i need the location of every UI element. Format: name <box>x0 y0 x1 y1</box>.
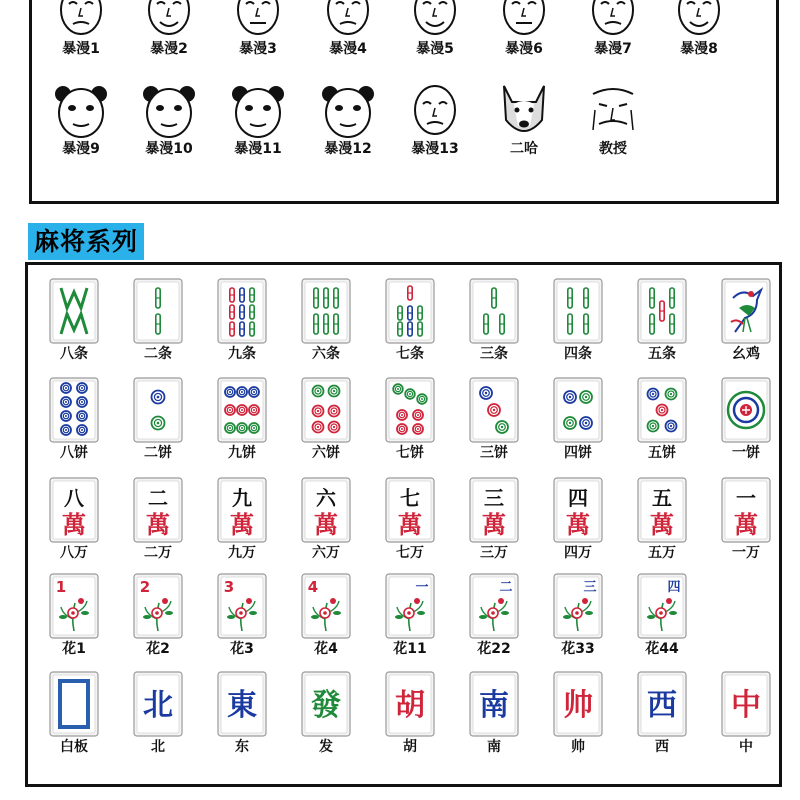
tile-label: 花3 <box>230 641 254 657</box>
tile-label: 九万 <box>228 545 256 561</box>
tile-label: 七条 <box>396 346 424 362</box>
face-label: 暴漫9 <box>62 141 100 157</box>
face-label: 暴漫7 <box>594 41 632 57</box>
mahjong-tile-item[interactable] <box>116 671 200 756</box>
mahjong-tile-item[interactable] <box>452 377 536 462</box>
svg-text:萬: 萬 <box>62 511 86 539</box>
svg-text:六: 六 <box>316 486 336 510</box>
honor-tile-icon <box>637 671 687 737</box>
bamboo-tile-icon <box>301 278 351 344</box>
honor-tile-icon <box>301 671 351 737</box>
flower-tile-icon <box>385 573 435 639</box>
honor-tile-icon <box>469 671 519 737</box>
face-sticker-item[interactable] <box>395 0 475 58</box>
tile-label: 花44 <box>645 641 679 657</box>
face-label: 暴漫3 <box>239 41 277 57</box>
svg-text:一: 一 <box>736 486 756 510</box>
circle-tile-icon <box>133 377 183 443</box>
tile-label: 花1 <box>62 641 86 657</box>
tile-label: 花4 <box>314 641 338 657</box>
tile-label: 九条 <box>228 346 256 362</box>
tile-label: 四万 <box>564 545 592 561</box>
mahjong-tile-item[interactable] <box>368 477 452 562</box>
svg-text:3: 3 <box>223 578 235 596</box>
bamboo-tile-icon <box>637 278 687 344</box>
honor-tile-icon <box>385 671 435 737</box>
meme-face-icon <box>407 80 463 140</box>
face-label: 暴漫4 <box>329 41 367 57</box>
honor-tile-icon <box>217 671 267 737</box>
mahjong-tile-item[interactable] <box>116 477 200 562</box>
circle-tile-icon <box>301 377 351 443</box>
tile-label: 七饼 <box>396 445 424 461</box>
svg-text:萬: 萬 <box>566 511 590 539</box>
face-label: 暴漫12 <box>324 141 372 157</box>
meme-face-icon <box>585 0 641 40</box>
bamboo-tile-icon <box>49 278 99 344</box>
mahjong-tile-item[interactable] <box>116 377 200 462</box>
face-sticker-item[interactable] <box>395 80 475 158</box>
svg-text:萬: 萬 <box>734 511 758 539</box>
svg-text:西: 西 <box>647 688 677 723</box>
meme-face-icon <box>320 0 376 40</box>
tile-label: 六饼 <box>312 445 340 461</box>
character-tile-icon <box>469 477 519 543</box>
tile-label: 六条 <box>312 346 340 362</box>
face-sticker-item[interactable] <box>218 80 298 158</box>
face-label: 暴漫6 <box>505 41 543 57</box>
panda-face-icon <box>141 80 197 140</box>
tile-label: 六万 <box>312 545 340 561</box>
mahjong-tile-item[interactable] <box>284 278 368 363</box>
mahjong-tile-item[interactable] <box>452 573 536 658</box>
tile-label: 四饼 <box>564 445 592 461</box>
face-sticker-item[interactable] <box>308 80 388 158</box>
svg-text:五: 五 <box>652 486 672 510</box>
character-tile-icon <box>385 477 435 543</box>
face-sticker-item[interactable] <box>129 0 209 58</box>
mahjong-tile-item[interactable] <box>704 377 788 462</box>
character-tile-icon <box>637 477 687 543</box>
bamboo-tile-icon <box>133 278 183 344</box>
tile-label: 八万 <box>60 545 88 561</box>
mahjong-tile-item[interactable] <box>200 278 284 363</box>
circle-tile-icon <box>49 377 99 443</box>
face-sticker-item[interactable] <box>484 80 564 158</box>
svg-text:九: 九 <box>232 486 252 510</box>
meme-face-icon <box>141 0 197 40</box>
face-sticker-item[interactable] <box>308 0 388 58</box>
professor-face-icon <box>585 80 641 140</box>
tile-label: 五饼 <box>648 445 676 461</box>
honor-tile-icon <box>133 671 183 737</box>
tile-label: 二条 <box>144 346 172 362</box>
character-tile-icon <box>133 477 183 543</box>
tile-label: 中 <box>739 739 753 755</box>
mahjong-tile-item[interactable] <box>452 278 536 363</box>
tile-label: 幺鸡 <box>732 346 760 362</box>
svg-text:萬: 萬 <box>230 511 254 539</box>
mahjong-tile-item[interactable] <box>368 671 452 756</box>
panda-face-icon <box>53 80 109 140</box>
face-sticker-item[interactable] <box>484 0 564 58</box>
mahjong-tile-item[interactable] <box>284 671 368 756</box>
mahjong-tile-item[interactable] <box>284 377 368 462</box>
panda-face-icon <box>320 80 376 140</box>
svg-text:萬: 萬 <box>314 511 338 539</box>
mahjong-tile-item[interactable] <box>536 671 620 756</box>
svg-text:萬: 萬 <box>146 511 170 539</box>
character-tile-icon <box>553 477 603 543</box>
tile-label: 发 <box>319 739 333 755</box>
svg-text:萬: 萬 <box>398 511 422 539</box>
circle-tile-icon <box>553 377 603 443</box>
face-sticker-item[interactable] <box>659 0 739 58</box>
mahjong-tile-item[interactable] <box>200 477 284 562</box>
mahjong-tile-item[interactable] <box>620 573 704 658</box>
tile-label: 花33 <box>561 641 595 657</box>
tile-label: 五条 <box>648 346 676 362</box>
meme-faces-grid <box>32 0 776 201</box>
panda-face-icon <box>230 80 286 140</box>
mahjong-tile-item[interactable] <box>200 573 284 658</box>
mahjong-tile-item[interactable] <box>536 377 620 462</box>
tile-label: 三条 <box>480 346 508 362</box>
mahjong-tile-item[interactable] <box>368 377 452 462</box>
circle-tile-icon <box>637 377 687 443</box>
mahjong-tile-item[interactable] <box>116 573 200 658</box>
flower-tile-icon <box>301 573 351 639</box>
tile-label: 帅 <box>571 739 585 755</box>
mahjong-tile-item[interactable] <box>620 477 704 562</box>
face-sticker-item[interactable] <box>218 0 298 58</box>
tile-label: 八饼 <box>60 445 88 461</box>
mahjong-tile-item[interactable] <box>32 671 116 756</box>
mahjong-tile-item[interactable] <box>116 278 200 363</box>
face-label: 教授 <box>599 141 627 157</box>
tile-label: 八条 <box>60 346 88 362</box>
tile-label: 五万 <box>648 545 676 561</box>
face-sticker-item[interactable] <box>129 80 209 158</box>
flower-tile-icon <box>49 573 99 639</box>
meme-face-icon <box>230 0 286 40</box>
mahjong-tile-item[interactable] <box>452 671 536 756</box>
character-tile-icon <box>217 477 267 543</box>
tile-label: 花11 <box>393 641 427 657</box>
mahjong-tile-item[interactable] <box>32 377 116 462</box>
svg-text:4: 4 <box>307 578 319 596</box>
svg-text:1: 1 <box>55 578 67 596</box>
honor-tile-icon <box>553 671 603 737</box>
meme-faces-panel <box>29 0 779 204</box>
character-tile-icon <box>301 477 351 543</box>
svg-text:發: 發 <box>311 688 341 723</box>
face-label: 暴漫11 <box>234 141 282 157</box>
face-sticker-item[interactable] <box>573 80 653 158</box>
tile-label: 三饼 <box>480 445 508 461</box>
svg-text:三: 三 <box>583 580 597 595</box>
bamboo-tile-icon <box>217 278 267 344</box>
honor-tile-icon <box>721 671 771 737</box>
mahjong-tile-item[interactable] <box>620 671 704 756</box>
tile-label: 二饼 <box>144 445 172 461</box>
mahjong-section-title: 麻将系列 <box>28 223 144 260</box>
mahjong-tile-item[interactable] <box>368 278 452 363</box>
meme-face-icon <box>671 0 727 40</box>
face-label: 暴漫2 <box>150 41 188 57</box>
tile-label: 花2 <box>146 641 170 657</box>
tile-label: 七万 <box>396 545 424 561</box>
mahjong-tile-item[interactable] <box>284 477 368 562</box>
mahjong-tile-item[interactable] <box>32 573 116 658</box>
mahjong-tile-item[interactable] <box>704 671 788 756</box>
bamboo-tile-icon <box>469 278 519 344</box>
tile-label: 二万 <box>144 545 172 561</box>
tile-label: 一万 <box>732 545 760 561</box>
flower-tile-icon <box>217 573 267 639</box>
face-label: 暴漫13 <box>411 141 459 157</box>
face-label: 暴漫1 <box>62 41 100 57</box>
flower-tile-icon <box>469 573 519 639</box>
bamboo-tile-icon <box>385 278 435 344</box>
character-tile-icon <box>721 477 771 543</box>
svg-text:萬: 萬 <box>482 511 506 539</box>
svg-text:中: 中 <box>731 688 761 723</box>
bird-tile-icon <box>721 278 771 344</box>
svg-text:八: 八 <box>64 486 84 510</box>
tile-label: 三万 <box>480 545 508 561</box>
husky-dog-icon <box>496 80 552 140</box>
svg-text:2: 2 <box>139 578 151 596</box>
face-label: 暴漫5 <box>416 41 454 57</box>
tile-label: 九饼 <box>228 445 256 461</box>
face-sticker-item[interactable] <box>573 0 653 58</box>
flower-tile-icon <box>637 573 687 639</box>
tile-label: 西 <box>655 739 669 755</box>
face-label: 暴漫8 <box>680 41 718 57</box>
mahjong-tile-item[interactable] <box>200 671 284 756</box>
svg-text:七: 七 <box>400 486 420 510</box>
meme-face-icon <box>407 0 463 40</box>
meme-face-icon <box>53 0 109 40</box>
svg-text:四: 四 <box>667 580 681 595</box>
tile-label: 胡 <box>403 739 417 755</box>
tile-label: 花22 <box>477 641 511 657</box>
mahjong-tile-item[interactable] <box>536 278 620 363</box>
bamboo-tile-icon <box>553 278 603 344</box>
mahjong-tile-item[interactable] <box>536 573 620 658</box>
flower-tile-icon <box>553 573 603 639</box>
face-label: 暴漫10 <box>145 141 193 157</box>
svg-text:東: 東 <box>227 688 257 723</box>
tile-label: 北 <box>151 739 165 755</box>
meme-face-icon <box>496 0 552 40</box>
svg-text:北: 北 <box>143 688 173 723</box>
svg-text:四: 四 <box>568 486 588 510</box>
circle-tile-icon <box>217 377 267 443</box>
face-sticker-item[interactable] <box>41 0 121 58</box>
tile-label: 一饼 <box>732 445 760 461</box>
tile-label: 白板 <box>60 739 88 755</box>
mahjong-tile-item[interactable] <box>284 573 368 658</box>
mahjong-tile-item[interactable] <box>704 477 788 562</box>
tile-label: 四条 <box>564 346 592 362</box>
circle-tile-icon <box>469 377 519 443</box>
mahjong-tile-item[interactable] <box>32 278 116 363</box>
mahjong-panel <box>25 262 782 787</box>
circle-tile-icon <box>385 377 435 443</box>
svg-text:一: 一 <box>415 580 429 595</box>
tile-label: 南 <box>487 739 501 755</box>
svg-text:南: 南 <box>479 688 509 723</box>
mahjong-tile-item[interactable] <box>620 377 704 462</box>
tile-label: 东 <box>235 739 249 755</box>
mahjong-tile-item[interactable] <box>452 477 536 562</box>
mahjong-tile-item[interactable] <box>620 278 704 363</box>
mahjong-tile-item[interactable] <box>200 377 284 462</box>
mahjong-tile-item[interactable] <box>368 573 452 658</box>
svg-text:三: 三 <box>484 486 504 510</box>
character-tile-icon <box>49 477 99 543</box>
flower-tile-icon <box>133 573 183 639</box>
svg-text:胡: 胡 <box>395 688 425 723</box>
svg-text:二: 二 <box>499 580 513 595</box>
mahjong-tile-item[interactable] <box>536 477 620 562</box>
svg-text:帅: 帅 <box>563 688 593 723</box>
face-label: 二哈 <box>510 141 538 157</box>
face-sticker-item[interactable] <box>41 80 121 158</box>
svg-text:萬: 萬 <box>650 511 674 539</box>
mahjong-tile-item[interactable] <box>32 477 116 562</box>
mahjong-tile-item[interactable] <box>704 278 788 363</box>
circle-tile-icon <box>721 377 771 443</box>
white-dragon-tile-icon <box>49 671 99 737</box>
svg-text:二: 二 <box>148 486 168 510</box>
